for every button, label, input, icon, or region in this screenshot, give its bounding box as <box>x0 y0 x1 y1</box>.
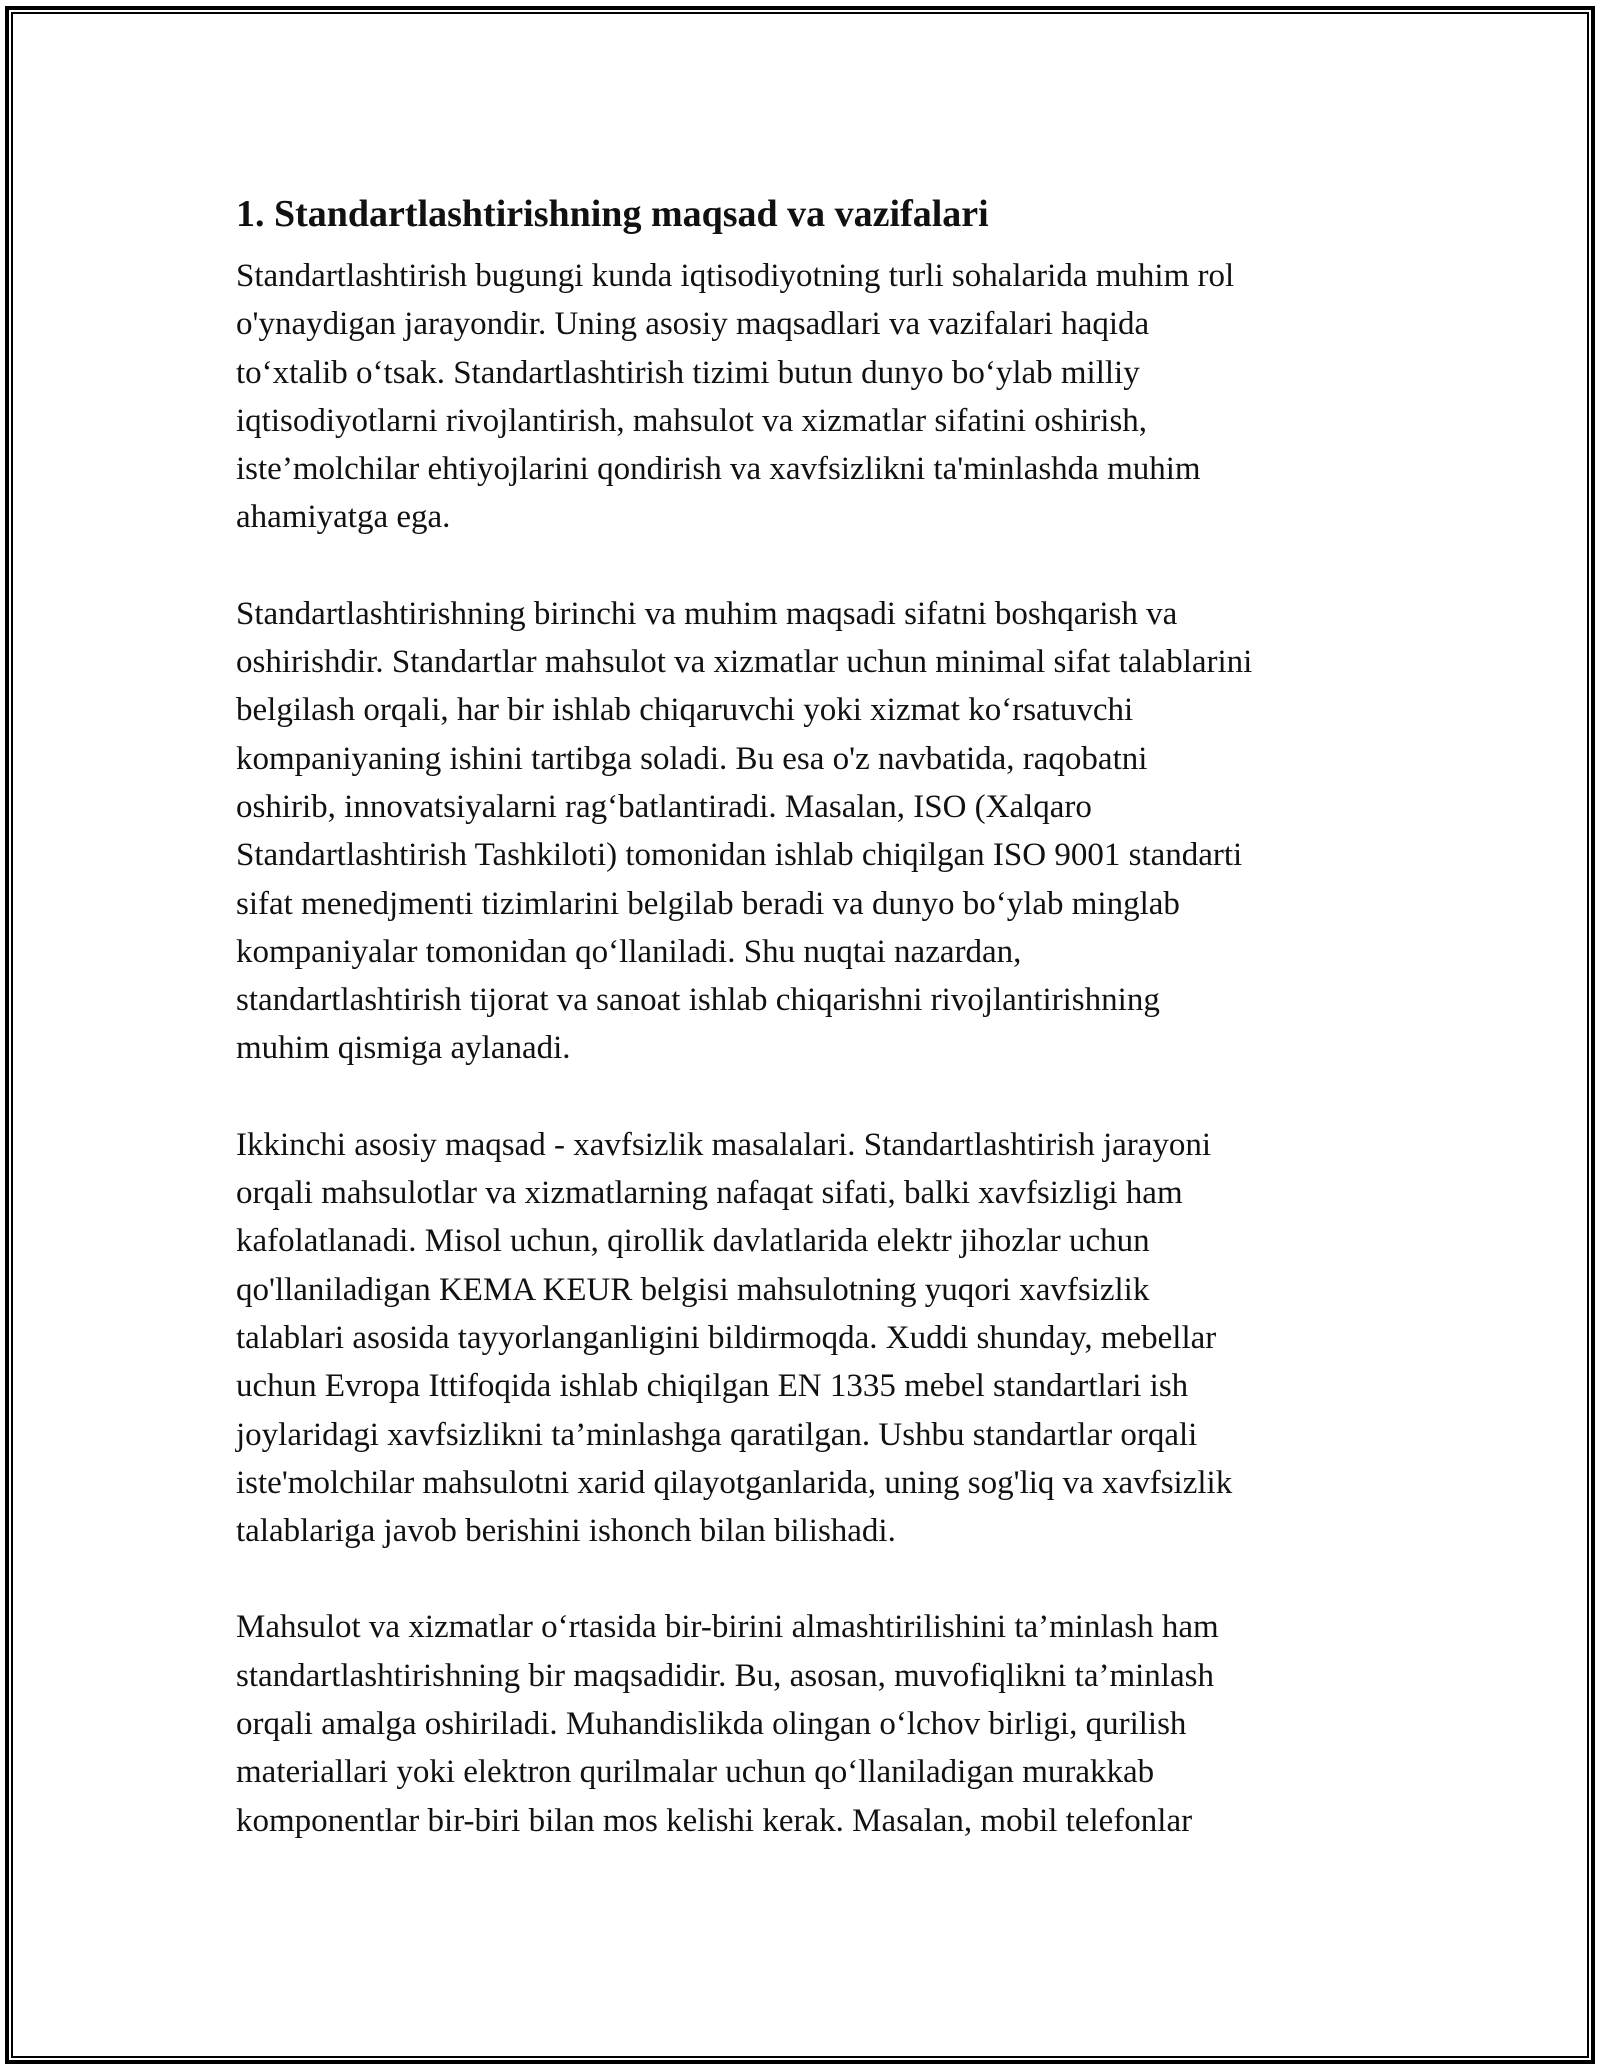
text-line: muhim qismiga aylanadi. <box>236 1030 571 1067</box>
text-line: orqali amalga oshiriladi. Muhandislikda olingan o‘lchov birligi, qurilish <box>236 1706 1187 1743</box>
text-line: talablari asosida tayyorlanganligini bildirmoqda. Xuddi shunday, mebellar <box>236 1319 1217 1356</box>
text-line: o'ynaydigan jarayondir. Uning asosiy maqsadlari va vazifalari haqida <box>236 306 1150 343</box>
text-line: joylaridagi xavfsizlikni ta’minlashga qaratilgan. Ushbu standartlar orqali <box>236 1416 1198 1453</box>
text-line: to‘xtalib o‘tsak. Standartlashtirish tizimi butun dunyo bo‘ylab milliy <box>236 354 1140 391</box>
text-line: ahamiyatga ega. <box>236 499 451 536</box>
text-line: talablariga javob berishini ishonch bilan bilishadi. <box>236 1513 896 1550</box>
paragraph-2 <box>236 590 1374 1073</box>
paragraph-3 <box>236 1121 1374 1556</box>
text-line: Mahsulot va xizmatlar o‘rtasida bir-birini almashtirilishini ta’minlash ham <box>236 1609 1219 1646</box>
text-line: orqali mahsulotlar va xizmatlarning nafaqat sifati, balki xavfsizligi ham <box>236 1175 1183 1212</box>
text-line: materiallari yoki elektron qurilmalar uchun qo‘llaniladigan murakkab <box>236 1754 1155 1791</box>
text-line: sifat menedjmenti tizimlarini belgilab beradi va dunyo bo‘ylab minglab <box>236 885 1180 922</box>
text-line: iqtisodiyotlarni rivojlantirish, mahsulot va xizmatlar sifatini oshirish, <box>236 402 1148 439</box>
text-line: oshirishdir. Standartlar mahsulot va xizmatlar uchun minimal sifat talablarini <box>236 644 1253 681</box>
text-line: komponentlar bir-biri bilan mos kelishi kerak. Masalan, mobil telefonlar <box>236 1802 1193 1839</box>
text-line: iste'molchilar mahsulotni xarid qilayotganlarida, uning sog'liq va xavfsizlik <box>236 1464 1233 1501</box>
section-heading: 1. Standartlashtirishning maqsad va vazifalari <box>236 193 989 235</box>
text-line: iste’molchilar ehtiyojlarini qondirish va xavfsizlikni ta'minlashda muhim <box>236 451 1201 488</box>
text-line: belgilash orqali, har bir ishlab chiqaruvchi yoki xizmat ko‘rsatuvchi <box>236 692 1134 729</box>
text-line: Standartlashtirish Tashkiloti) tomonidan ishlab chiqilgan ISO 9001 standarti <box>236 837 1243 874</box>
text-line: kafolatlanadi. Misol uchun, qirollik davlatlarida elektr jihozlar uchun <box>236 1223 1150 1260</box>
paragraph-1 <box>236 252 1374 542</box>
text-line: standartlashtirish tijorat va sanoat ishlab chiqarishni rivojlantirishning <box>236 982 1160 1019</box>
paragraph-4 <box>236 1603 1374 1844</box>
text-line: kompaniyaning ishini tartibga soladi. Bu esa o'z navbatida, raqobatni <box>236 740 1148 777</box>
text-line: Standartlashtirishning birinchi va muhim maqsadi sifatni boshqarish va <box>236 595 1178 632</box>
text-line: standartlashtirishning bir maqsadidir. Bu, asosan, muvofiqlikni ta’minlash <box>236 1657 1214 1694</box>
text-line: kompaniyalar tomonidan qo‘llaniladi. Shu nuqtai nazardan, <box>236 933 1022 970</box>
document-body <box>236 186 1374 1893</box>
text-line: uchun Evropa Ittifoqida ishlab chiqilgan EN 1335 mebel standartlari ish <box>236 1368 1189 1405</box>
text-line: oshirib, innovatsiyalarni rag‘batlantiradi. Masalan, ISO (Xalqaro <box>236 788 1092 825</box>
text-line: Standartlashtirish bugungi kunda iqtisodiyotning turli sohalarida muhim rol <box>236 258 1235 294</box>
text-line: qo'llaniladigan KEMA KEUR belgisi mahsulotning yuqori xavfsizlik <box>236 1271 1150 1308</box>
text-line: Ikkinchi asosiy maqsad - xavfsizlik masalalari. Standartlashtirish jarayoni <box>236 1126 1212 1163</box>
